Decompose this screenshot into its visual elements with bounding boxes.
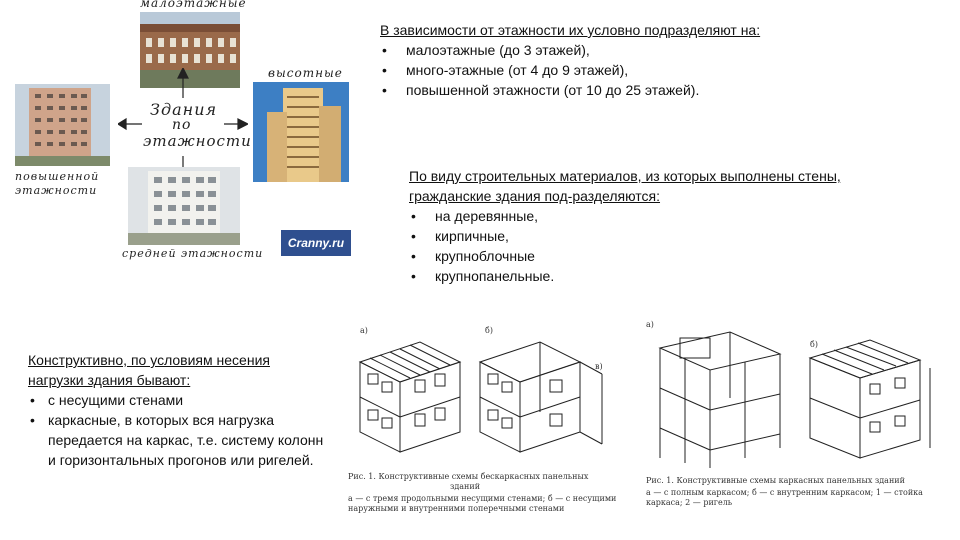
figure1-caption-sub: а — с тремя продольными несущими стенами; б — с несущими наружными и внутренними поперечными стенами bbox=[348, 494, 617, 513]
materials-heading-line-1: По виду строительных материалов, из которых выполнены стены, bbox=[409, 168, 841, 184]
photo-raised-floors bbox=[15, 84, 110, 166]
figure2-caption-sub: а — с полным каркасом; б — с внутренним каркасом; 1 — стойка каркаса; 2 — ригель bbox=[646, 488, 923, 507]
figure1-label-c: в) bbox=[595, 362, 603, 371]
floors-classification bbox=[380, 20, 850, 100]
materials-heading-line-2: гражданские здания под-разделяются: bbox=[409, 188, 661, 204]
materials-classification bbox=[409, 166, 929, 286]
frame-building-drawings bbox=[640, 318, 940, 468]
figure-frame-buildings bbox=[640, 318, 940, 528]
figure2-caption-line-1: Рис. 1. Конструктивные схемы каркасных панельных зданий bbox=[646, 476, 905, 485]
center-title-line-2: по bbox=[172, 117, 192, 133]
list-item: • на деревянные, bbox=[409, 206, 929, 226]
frameless-building-drawings bbox=[340, 322, 625, 472]
list-item: • кирпичные, bbox=[409, 226, 929, 246]
floors-heading: В зависимости от этажности их условно подразделяют на: bbox=[380, 22, 761, 38]
center-title-line-1: Здания bbox=[150, 100, 218, 119]
materials-list bbox=[409, 206, 929, 286]
figure2-label-a: а) bbox=[646, 320, 654, 329]
list-item: • с несущими стенами bbox=[28, 390, 328, 410]
list-item: • повышенной этажности (от 10 до 25 этажей). bbox=[380, 80, 850, 100]
list-item: • крупнопанельные. bbox=[409, 266, 929, 286]
figure2-label-b: б) bbox=[810, 340, 818, 349]
figure1-label-b: б) bbox=[485, 326, 493, 335]
center-title-line-3: этажности bbox=[143, 132, 252, 150]
photo-medium-floors bbox=[128, 167, 240, 245]
floors-list bbox=[380, 40, 850, 100]
watermark-logo: Cranny.ru bbox=[281, 230, 351, 256]
structure-list bbox=[28, 390, 328, 470]
label-high-rise: высотные bbox=[268, 66, 343, 80]
figure1-caption-line-1: Рис. 1. Конструктивные схемы бескаркасных панельных bbox=[348, 472, 589, 481]
figure-frameless-buildings bbox=[340, 322, 625, 532]
list-item: • много-этажные (от 4 до 9 этажей), bbox=[380, 60, 850, 80]
list-item: • крупноблочные bbox=[409, 246, 929, 266]
structure-heading-line-1: Конструктивно, по условиям несения bbox=[28, 352, 270, 368]
list-item: • малоэтажные (до 3 этажей), bbox=[380, 40, 850, 60]
structure-classification bbox=[28, 350, 328, 470]
figure1-caption-line-2: зданий bbox=[450, 482, 481, 491]
figure1-label-a: а) bbox=[360, 326, 368, 335]
label-medium-floors: средней этажности bbox=[122, 247, 264, 260]
label-raised-floors: повышенной этажности bbox=[15, 170, 100, 197]
structure-heading-line-2: нагрузки здания бывают: bbox=[28, 372, 191, 388]
photo-high-rise bbox=[253, 82, 349, 182]
list-item: • каркасные, в которых вся нагрузка передается на каркас, т.е. систему колонн и горизонтальных прогонов или ригелей. bbox=[28, 410, 328, 470]
label-low-rise: малоэтажные bbox=[140, 0, 247, 10]
